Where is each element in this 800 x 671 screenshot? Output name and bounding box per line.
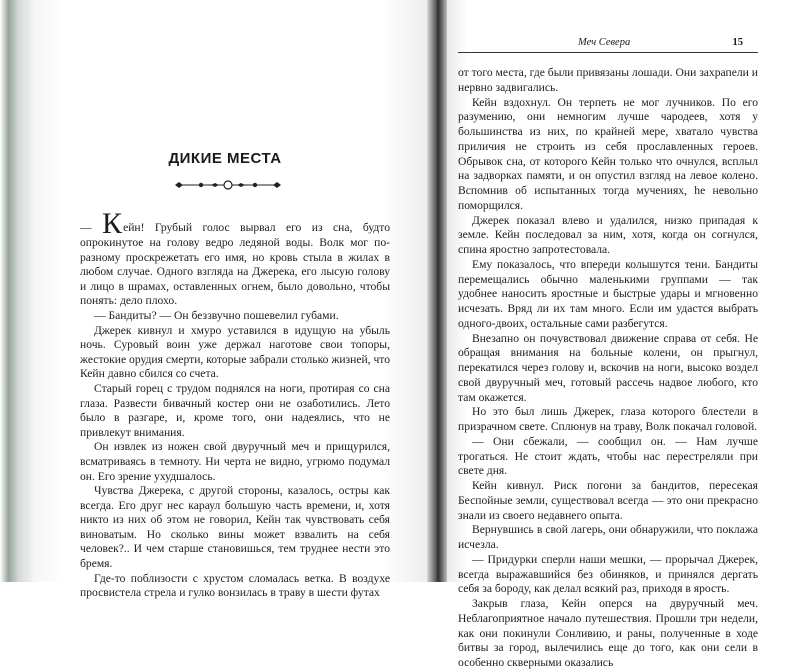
paragraph: Ему показалось, что впереди колышутся тени. Бандиты перемещались обычно маленькими группами — так удобнее наносить яростные и быстрые удары и мгновенно исчезать. Вряд ли их там много. Если им удастся выбрать одного-двоих, остальные сами разбегутся.	[458, 257, 758, 330]
paragraph: от того места, где были привязаны лошади. Они захрапели и нервно задвигались.	[458, 66, 758, 94]
paragraph: Джерек кивнул и хмуро уставился в идущую на убыль ночь. Суровый воин уже держал наготове свои топоры, жестокие орудия смерти, которые забрали столько жизней, что Кейн давно сбился со счета.	[80, 323, 391, 381]
ornament-divider-icon	[175, 178, 281, 192]
paragraph: Где-то поблизости с хрустом сломалась ветка. В воздухе просвистела стрела и гулко вонзилась в траву в шести футах	[80, 571, 390, 600]
paragraph: Джерек показал влево и удалился, низко припадая к земле. Кейн последовал за ним, хотя, когда он согнулся, спина яростно запротестовала.	[458, 213, 758, 256]
paragraph: Он извлек из ножен свой двуручный меч и прищурился, всматриваясь в темноту. Ни черта не видно, угрюмо подумал он. Его зрение ухудшалось.	[80, 440, 390, 483]
book-gutter	[427, 0, 447, 582]
paragraph: — Кейн! Грубый голос вырвал его из сна, будто опрокинутое на голову ведро ледяной воды. Волк мог по-разному проскрежетать его имя, но кровь стыла в жилах в любом случае. Одного взгляда на Джерека, его лысую голову и лицо в шрамах, оставленных огнем, было довольно, чтобы понять: дело плохо.	[80, 207, 390, 308]
paragraph: Внезапно он почувствовал движение справа от себя. Не обращая внимания на больные колени, он прыгнул, перекатился через голову и, вскочив на ноги, высоко воздел свой двуручный меч, готовый рассечь надвое любого, кто там окажется.	[458, 331, 758, 404]
right-page-text	[458, 66, 758, 671]
running-head	[450, 37, 790, 51]
chapter-title: ДИКИЕ МЕСТА	[168, 150, 282, 167]
page-edge-shadow	[0, 0, 34, 582]
paragraph: — Они сбежали, — сообщил он. — Нам лучше трогаться. Не стоит ждать, чтобы нас перестреляли при свете дня.	[458, 434, 758, 478]
paragraph: Но это был лишь Джерек, глаза которого блестели в призрачном свете. Сплюнув на траву, Волк покачал головой.	[458, 405, 758, 433]
paragraph: Вернувшись в свой лагерь, они обнаружили, что поклажа исчезла.	[458, 523, 758, 551]
paragraph: Чувства Джерека, с другой стороны, казалось, остры как всегда. Его друг нес караул большую часть времени, и, хотя никто из них об этом не говорил, Кейн так чувствовать себя виноватым. Но сколько вины может взвалить на себя человек?.. И чем старше становишься, тем труднее нести это бремя.	[80, 484, 390, 571]
paragraph: Кейн кивнул. Риск погони за бандитов, пересекая Беспойные земли, существовал всегда — это они прекрасно знали из своего недавнего опыта.	[458, 479, 758, 522]
left-page-text	[80, 207, 391, 601]
drop-cap: К	[102, 207, 123, 240]
header-rule	[458, 52, 758, 53]
page-number: 15	[732, 37, 743, 48]
paragraph: — Бандиты? — Он беззвучно пошевелил губами.	[94, 308, 339, 322]
running-title: Меч Севера	[578, 37, 631, 48]
paragraph: Закрыв глаза, Кейн оперся на двуручный меч. Неблагоприятное начало путешествия. Прошли три недели, как они покинули Сонливию, и раны, полученные в ходе битвы за город, вылечились еще до того, как они сели в особенно скверными оказались	[458, 597, 758, 669]
paragraph: — Придурки сперли наши мешки, — прорычал Джерек, всегда выражавшийся без обиняков, и принялся дергать себя за бороду, как делал всякий раз, приходя в ярость.	[458, 552, 758, 596]
paragraph: Старый горец с трудом поднялся на ноги, протирая со сна глаза. Развести бивачный костер они не озаботились. Лето было в разгаре, и, кроме того, они надеялись, что не привлекут внимания.	[80, 381, 390, 439]
paragraph: Кейн вздохнул. Он терпеть не мог лучников. По его разумению, они немногим лучше чародеев, хотя у большинства из них, по крайней мере, хватало чувства приличия не строить из себя прославленных героев. Обрывок сна, от которого Кейн только что очнулся, всплыл на задворках памяти, и он опустил взгляд на левое колено. Вспомнив об испытанных тогда мучениях, he невольно поморщился.	[458, 95, 758, 212]
